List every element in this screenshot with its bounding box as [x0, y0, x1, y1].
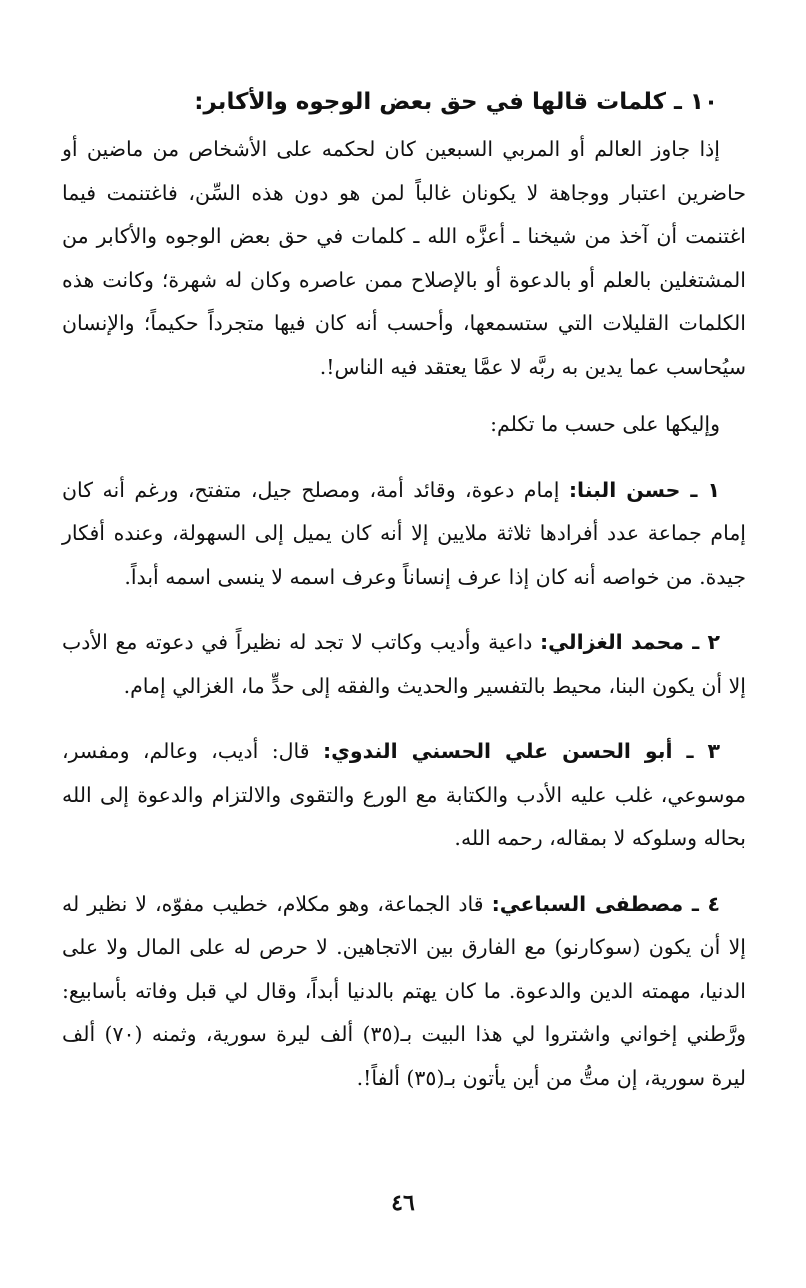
page-content — [62, 82, 746, 1100]
entry-paragraph — [62, 621, 746, 708]
entry-paragraph — [62, 469, 746, 600]
list-intro: وإليكها على حسب ما تكلم: — [490, 412, 720, 436]
entry-text: قاد الجماعة، وهو مكلام، خطيب مفوّه، لا نظير له إلا أن يكون (سوكارنو) مع الفارق بين الاتجاهين. لا حرص له على المال ولا على الدنيا، مهمته الدين والدعوة. ما كان يهتم بالدنيا أبداً، وقال لي قبل وفاته بأسابيع: ورَّطني إخواني واشتروا لي هذا البيت بـ(٣٥) ألف ليرة سورية، وثمنه (٧٠) ألف ليرة سورية، إن متُّ من أين يأتون بـ(٣٥) ألفاً!. — [62, 891, 746, 1090]
entry-text: قال: أديب، وعالم، ومفسر، موسوعي، غلب عليه الأدب والكتابة مع الورع والتقوى والالتزام والدعوة إلى الله بحاله وسلوكه لا بمقاله، رحمه الله. — [62, 739, 746, 850]
entry-lead: ٣ ـ أبو الحسن علي الحسني الندوي: — [322, 739, 720, 763]
entry-lead: ٤ ـ مصطفى السباعي: — [491, 891, 720, 916]
entry-paragraph — [62, 883, 746, 1101]
entry-paragraph — [62, 730, 746, 861]
entry-text: إمام دعوة، وقائد أمة، ومصلح جيل، متفتح، ورغم أنه كان إمام جماعة عدد أفرادها ثلاثة ملايين إلا أنه كان يميل إلى السهولة، وعنده أفكار جيدة. من خواصه أنه كان إذا عرف إنساناً وعرف اسمه لا ينسى اسمه أبداً. — [62, 477, 746, 589]
intro-paragraph: إذا جاوز العالم أو المربي السبعين كان لحكمه على الأشخاص من ماضين أو حاضرين اعتبار ووجاهة لا يكونان غالباً لمن هو دون هذه السِّن، فاغتنمت فيما اغتنمت أن آخذ من شيخنا ـ أعزَّه الله ـ كلمات في حق بعض الوجوه والأكابر من المشتغلين بالعلم أو بالدعوة أو بالإصلاح ممن عاصره وكان له شهرة؛ وكانت هذه الكلمات القليلات التي ستسمعها، وأحسب أنه كان فيها متجرداً حكيماً؛ والإنسان سيُحاسب عما يدين به ربَّه لا عمَّا يعتقد فيه الناس!. — [62, 137, 746, 379]
entry-lead: ٢ ـ محمد الغزالي: — [539, 630, 721, 654]
section-heading: ١٠ ـ كلمات قالها في حق بعض الوجوه والأكابر: — [194, 89, 718, 115]
page-number: ٤٦ — [391, 1190, 415, 1216]
entry-lead: ١ ـ حسن البنا: — [568, 477, 720, 502]
entry-text: داعية وأديب وكاتب لا تجد له نظيراً في دعوته مع الأدب إلا أن يكون البنا، محيط بالتفسير والحديث والفقه إلى حدٍّ ما، الغزالي إمام. — [62, 630, 746, 698]
